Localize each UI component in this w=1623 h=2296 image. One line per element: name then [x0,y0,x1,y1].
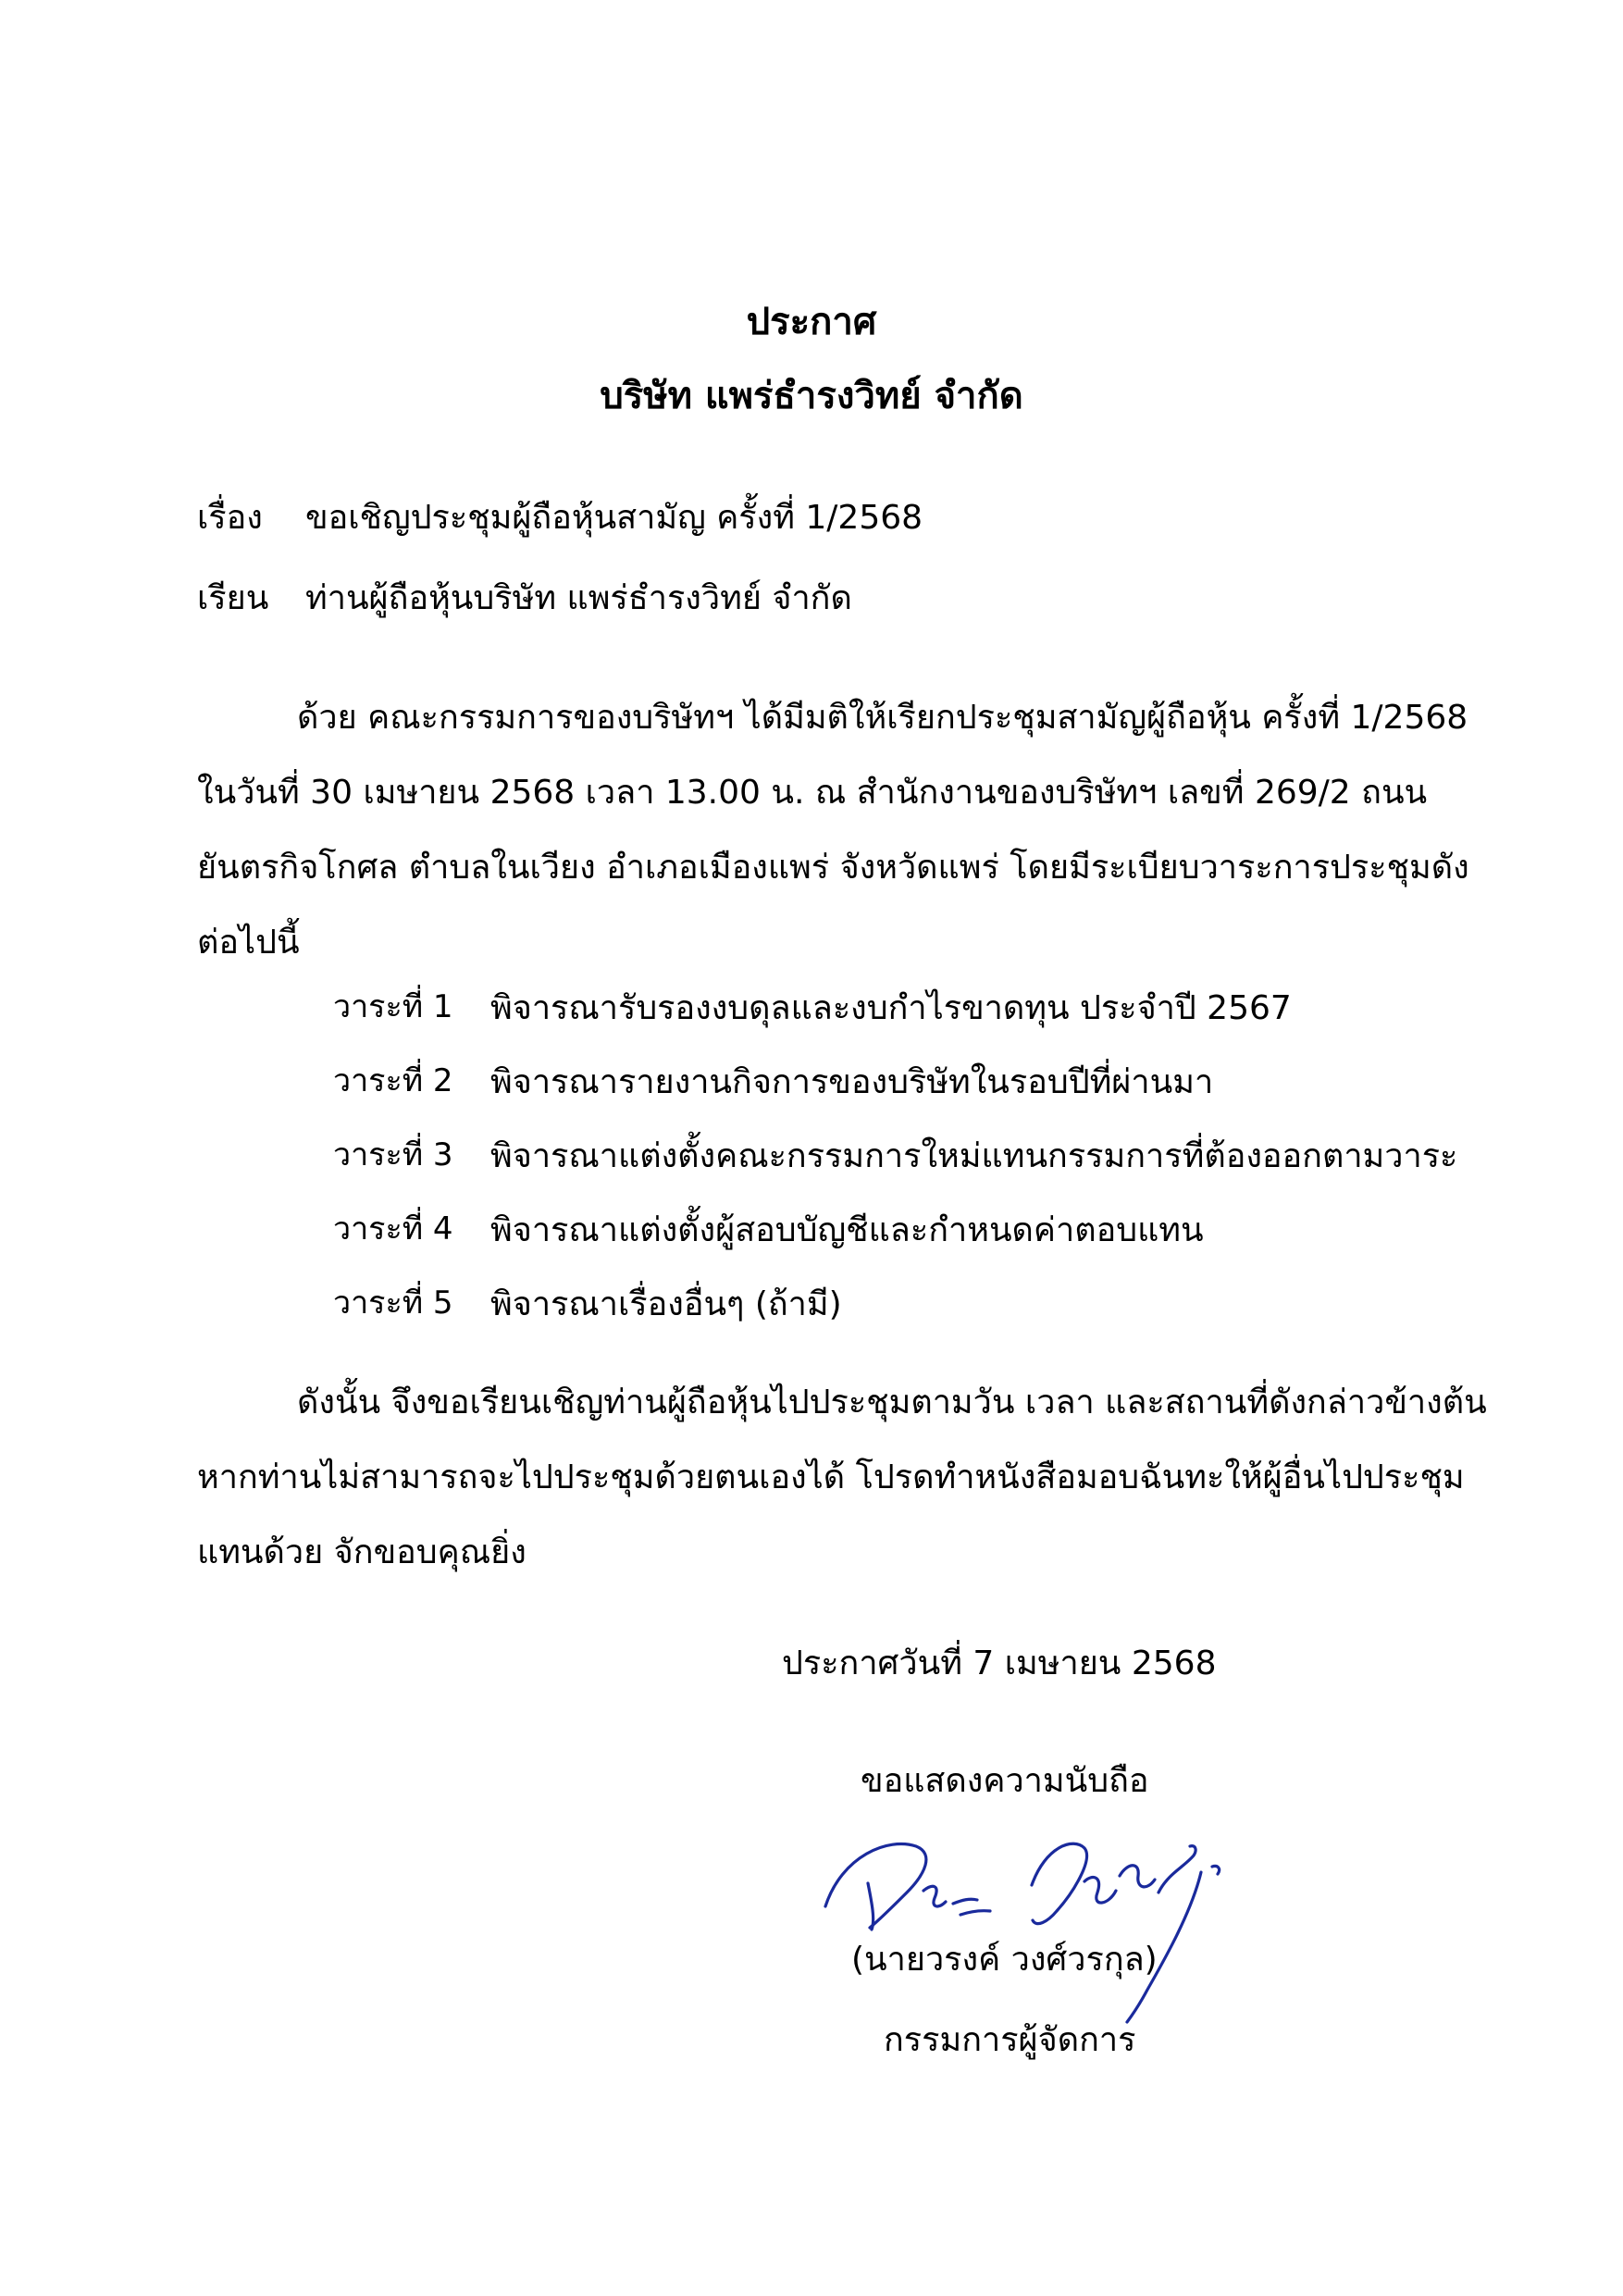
signer-name: (นายวรงค์ วงศ์วรกุล) [851,1941,1158,1979]
agenda-item-text: พิจารณาแต่งตั้งคณะกรรมการใหม่แทนกรรมการที่ต้องออกตามวาระ [490,1137,1458,1175]
agenda-item-label: วาระที่ 3 [333,1136,453,1173]
agenda-item-text: พิจารณารายงานกิจการของบริษัทในรอบปีที่ผ่านมา [490,1063,1214,1101]
agenda-item [333,1203,1499,1249]
signature-image [814,1818,1295,2031]
agenda-item-text: พิจารณาเรื่องอื่นๆ (ถ้ามี) [490,1285,842,1323]
agenda-item-text: พิจารณารับรองงบดุลและงบกำไรขาดทุน ประจำปี 2567 [490,989,1292,1027]
agenda-item-label: วาระที่ 4 [333,1210,453,1247]
subject-text: ขอเชิญประชุมผู้ถือหุ้นสามัญ ครั้งที่ 1/2568 [305,499,923,537]
intro-text: ด้วย คณะกรรมการของบริษัทฯ ได้มีมติให้เรียกประชุมสามัญผู้ถือหุ้น ครั้งที่ 1/2568 ในวันที่ 30 เมษายน 2568 เวลา 13.00 น. ณ สำนักงานของบริษัทฯ เลขที่ 269/2 ถนนยันตรกิจโกศล ตำบลในเวียง อำเภอเมืองแพร่ จังหวัดแพร่ โดยมีระเบียบวาระการประชุมดังต่อไปนี้ [197,699,1469,962]
signer-title: กรรมการผู้จัดการ [884,2021,1136,2059]
agenda-item-label: วาระที่ 2 [333,1062,453,1099]
recipient-text: ท่านผู้ถือหุ้นบริษัท แพร่ธำรงวิทย์ จำกัด [305,579,852,617]
agenda-item [333,1055,1499,1101]
agenda-item-label: วาระที่ 5 [333,1285,453,1322]
announcement-date: ประกาศวันที่ 7 เมษายน 2568 [782,1644,1217,1682]
agenda-item-label: วาระที่ 1 [333,988,453,1025]
closing-text: ดังนั้น จึงขอเรียนเชิญท่านผู้ถือหุ้นไปประชุมตามวัน เวลา และสถานที่ดังกล่าวข้างต้น หากท่านไม่สามารถจะไปประชุมด้วยตนเองได้ โปรดทำหนังสือมอบฉันทะให้ผู้อื่นไปประชุมแทนด้วย จักขอบคุณยิ่ง [197,1384,1487,1571]
document-title: ประกาศ [746,301,877,343]
recipient-label: เรียน [197,579,269,617]
agenda-item-text: พิจารณาแต่งตั้งผู้สอบบัญชีและกำหนดค่าตอบแทน [490,1211,1204,1249]
subject-label: เรื่อง [197,499,263,537]
intro-paragraph [197,680,1493,980]
agenda-item [333,981,1499,1027]
agenda-item [333,1129,1499,1175]
company-name: บริษัท แพร่ธำรงวิทย์ จำกัด [600,375,1023,417]
agenda-item [333,1277,1499,1323]
closing-regards: ขอแสดงความนับถือ [861,1762,1149,1800]
closing-paragraph [197,1365,1493,1590]
